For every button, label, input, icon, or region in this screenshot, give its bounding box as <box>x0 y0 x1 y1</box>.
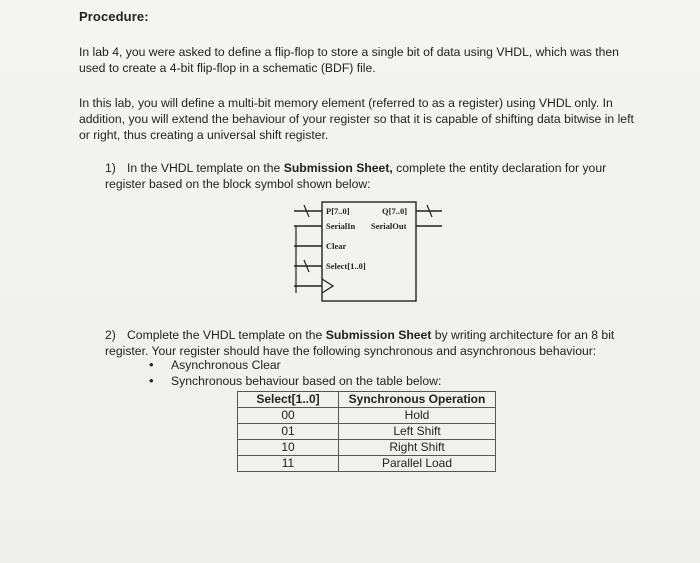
cell-select: 01 <box>238 424 339 440</box>
register-block-symbol <box>290 198 460 310</box>
intro-paragraph-2: In this lab, you will define a multi-bit memory element (referred to as a register) using VHDL only. In addition, you will extend the behaviour of your register so that it is capable of shifting data bitwise in left or right, thus creating a universal shift register. <box>79 96 634 142</box>
clock-triangle <box>322 279 333 293</box>
cell-select: 00 <box>238 408 339 424</box>
step-1-text-post: complete the entity declaration for your register based on the block symbol shown below: <box>105 161 607 191</box>
step-1-submission-sheet: Submission Sheet, <box>283 161 393 175</box>
bullet-item <box>149 357 441 373</box>
step-1-text-pre: In the VHDL template on the <box>127 161 284 175</box>
procedure-heading: Procedure: <box>79 9 149 24</box>
header-operation: Synchronous Operation <box>339 392 496 408</box>
pin-serial-in-label: SerialIn <box>326 221 356 231</box>
bullet-icon: • <box>149 373 154 388</box>
pin-select-label: Select[1..0] <box>326 261 366 271</box>
step-2-submission-sheet: Submission Sheet <box>325 328 432 342</box>
step-2 <box>105 327 625 359</box>
bullet-item <box>149 373 441 389</box>
cell-select: 10 <box>238 440 339 456</box>
block-outline <box>322 202 416 301</box>
cell-select: 11 <box>238 456 339 472</box>
pin-q-label: Q[7..0] <box>382 206 408 216</box>
header-select: Select[1..0] <box>238 392 339 408</box>
bullet-text: Asynchronous Clear <box>171 358 281 372</box>
table-row <box>238 424 496 440</box>
table-header-row <box>238 392 496 408</box>
operation-table <box>237 391 496 472</box>
bullet-icon: • <box>149 357 154 372</box>
step-1 <box>105 160 625 192</box>
step-2-number: 2) <box>105 328 116 342</box>
cell-operation: Hold <box>339 408 496 424</box>
pin-p-label: P[7..0] <box>326 206 350 216</box>
cell-operation: Parallel Load <box>339 456 496 472</box>
cell-operation: Left Shift <box>339 424 496 440</box>
step-2-text-post: by writing architecture for an 8 bit register. Your register should have the following synchronous and asynchronous behaviour: <box>105 328 615 358</box>
cell-operation: Right Shift <box>339 440 496 456</box>
intro-paragraph-1: In lab 4, you were asked to define a flip-flop to store a single bit of data using VHDL, which was then used to create a 4-bit flip-flop in a schematic (BDF) file. <box>79 45 619 75</box>
behaviour-bullet-list <box>149 357 441 389</box>
pin-clear-label: Clear <box>326 241 347 251</box>
table-row <box>238 408 496 424</box>
bullet-text: Synchronous behaviour based on the table below: <box>171 374 442 388</box>
table-row <box>238 456 496 472</box>
pin-serial-out-label: SerialOut <box>371 221 407 231</box>
step-1-number: 1) <box>105 161 116 175</box>
step-2-text-pre: Complete the VHDL template on the <box>127 328 326 342</box>
table-row <box>238 440 496 456</box>
